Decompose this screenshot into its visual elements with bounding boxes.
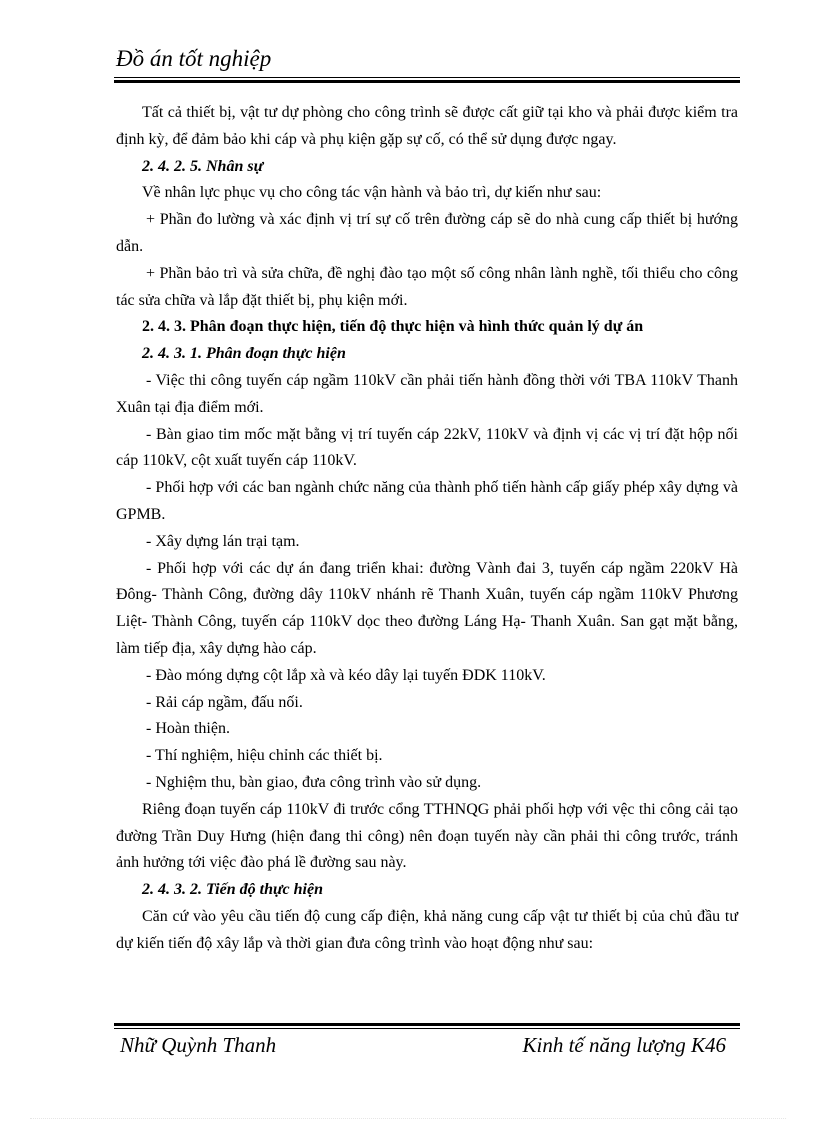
bullet-pole-foundation: - Đào móng dựng cột lắp xà và kéo dây lại tuyến ĐDK 110kV. bbox=[146, 666, 546, 684]
heading-2431-phasing: 2. 4. 3. 1. Phân đoạn thực hiện bbox=[142, 345, 346, 363]
bullet-construction-sync: - Việc thi công tuyến cáp ngầm 110kV cần phải tiến hành đồng thời với TBA 110kV Thanh Xuân tại địa điểm mới. bbox=[116, 371, 738, 416]
document-header-title: Đồ án tốt nghiệp bbox=[116, 46, 272, 71]
paragraph-staffing-maintenance: + Phần bảo trì và sửa chữa, đề nghị đào tạo một số công nhân lành nghề, tối thiểu cho công tác sửa chữa và lắp đặt thiết bị, phụ kiện mới. bbox=[116, 264, 738, 309]
header-rule-thick bbox=[114, 80, 740, 83]
heading-2432-schedule: 2. 4. 3. 2. Tiến độ thực hiện bbox=[142, 881, 323, 899]
bullet-coordination: - Phối hợp với các dự án đang triển khai: đường Vành đai 3, tuyến cáp ngầm 220kV Hà Đông- Thành Công, đường dây 110kV nhánh rẽ Thanh Xuân, tuyến cáp ngầm 110kV Phương Liệt- Thành Công, tuyến cáp 110kV dọc theo đường Láng Hạ- Thanh Xuân. San gạt mặt bằng, làm tiếp địa, xây dựng hào cáp. bbox=[116, 559, 738, 657]
footer-author: Nhữ Quỳnh Thanh bbox=[120, 1033, 277, 1057]
page-body bbox=[116, 100, 738, 958]
bullet-testing: - Thí nghiệm, hiệu chỉnh các thiết bị. bbox=[146, 747, 383, 765]
paragraph-reserve-equipment: Tất cả thiết bị, vật tư dự phòng cho công trình sẽ được cất giữ tại kho và phải được kiểm tra định kỳ, để đảm bảo khi cáp và phụ kiện gặp sự cố, có thể sử dụng được ngay. bbox=[116, 104, 738, 148]
footer-rule-thick bbox=[114, 1023, 740, 1026]
bullet-temporary-camp: - Xây dựng lán trại tạm. bbox=[146, 532, 300, 550]
bullet-permits: - Phối hợp với các ban ngành chức năng của thành phố tiến hành cấp giấy phép xây dựng và GPMB. bbox=[116, 479, 738, 523]
header-rule-thin bbox=[114, 77, 740, 78]
paragraph-staffing-measurement: + Phần đo lường và xác định vị trí sự cố trên đường cáp sẽ do nhà cung cấp thiết bị hướng dẫn. bbox=[116, 211, 738, 255]
paragraph-staffing-intro: Về nhân lực phục vụ cho công tác vận hành và bảo trì, dự kiến như sau: bbox=[142, 184, 602, 202]
paragraph-schedule-basis: Căn cứ vào yêu cầu tiến độ cung cấp điện, khả năng cung cấp vật tư thiết bị của chủ đầu tư dự kiến tiến độ xây lắp và thời gian đưa công trình vào hoạt động như sau: bbox=[116, 907, 738, 952]
bullet-completion: - Hoàn thiện. bbox=[146, 720, 230, 738]
footer-program: Kinh tế năng lượng K46 bbox=[522, 1033, 726, 1057]
heading-2425-staffing: 2. 4. 2. 5. Nhân sự bbox=[142, 157, 264, 175]
heading-243-implementation: 2. 4. 3. Phân đoạn thực hiện, tiến độ thực hiện và hình thức quản lý dự án bbox=[142, 318, 644, 336]
bullet-cable-laying: - Rải cáp ngầm, đấu nối. bbox=[146, 693, 303, 711]
footer-rule-thin bbox=[114, 1028, 740, 1029]
bullet-acceptance: - Nghiệm thu, bàn giao, đưa công trình vào sử dụng. bbox=[146, 773, 482, 791]
page-bottom-dotted-border bbox=[30, 1118, 786, 1119]
paragraph-tthnqg-section: Riêng đoạn tuyến cáp 110kV đi trước cổng TTHNQG phải phối hợp với vệc thi công cải tạo đường Trần Duy Hưng (hiện đang thi công) nên đoạn tuyến này cần phải thi công trước, tránh ảnh hưởng tới việc đào phá lề đường sau này. bbox=[116, 800, 738, 872]
bullet-site-handover: - Bàn giao tim mốc mặt bằng vị trí tuyến cáp 22kV, 110kV và định vị các vị trí đặt hộp nối cáp 110kV, cột xuất tuyến cáp 110kV. bbox=[116, 425, 738, 470]
